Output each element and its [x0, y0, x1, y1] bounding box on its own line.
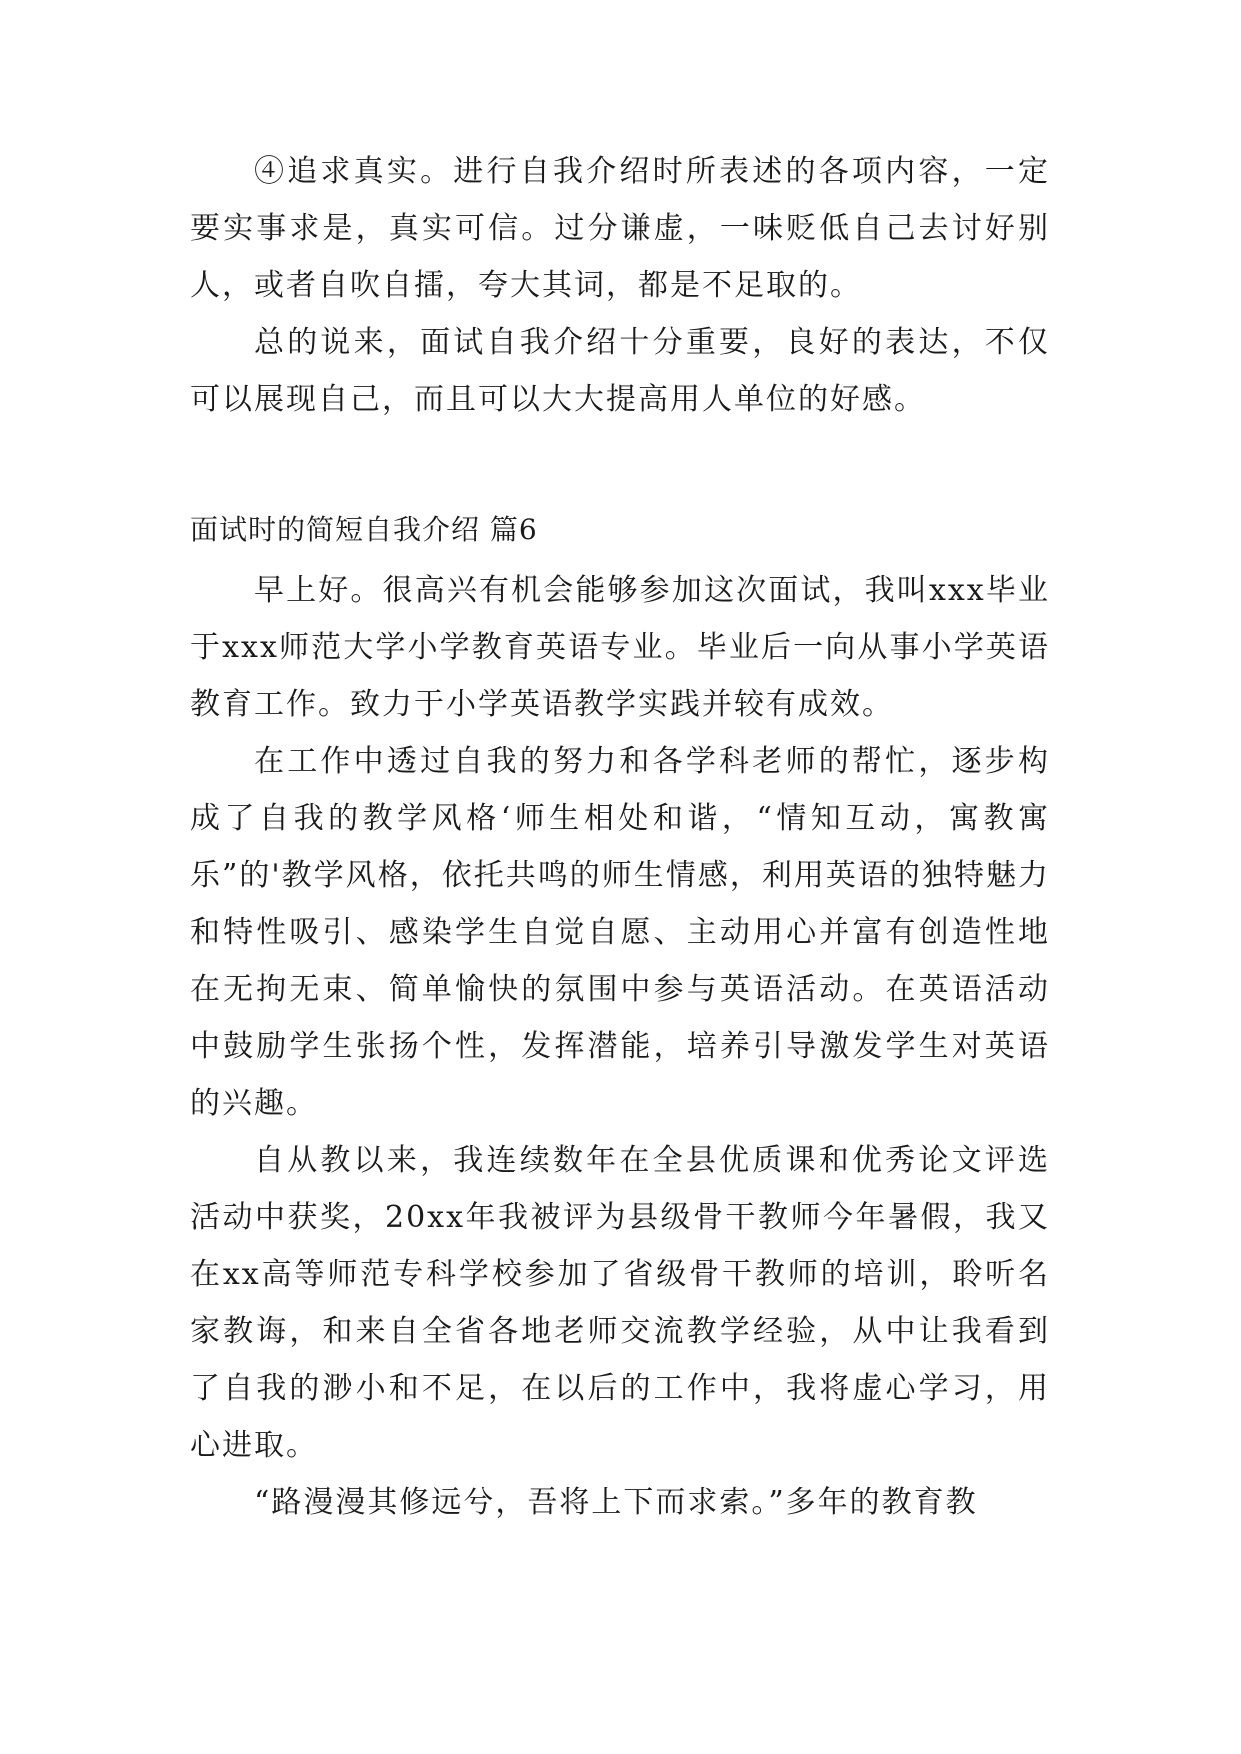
paragraph-truthfulness: ④追求真实。进行自我介绍时所表述的各项内容，一定要实事求是，真实可信。过分谦虚，一味贬低自己去讨好别人，或者自吹自擂，夸大其词，都是不足取的。: [190, 154, 1050, 303]
paragraph-summary: 总的说来，面试自我介绍十分重要，良好的表达，不仅可以展现自己，而且可以大大提高用人单位的好感。: [190, 325, 1050, 417]
paragraph-greeting: 早上好。很高兴有机会能够参加这次面试，我叫xxx毕业于xxx师范大学小学教育英语专业。毕业后一向从事小学英语教育工作。致力于小学英语教学实践并较有成效。: [190, 573, 1050, 722]
paragraph-quote: “路漫漫其修远兮，吾将上下而求索。”多年的教育教: [254, 1485, 978, 1520]
paragraph-teaching-style: 在工作中透过自我的努力和各学科老师的帮忙，逐步构成了自我的教学风格‘师生相处和谐，“情知互动，寓教寓乐”的'教学风格，依托共鸣的师生情感，利用英语的独特魅力和特性吸引、感染学生自觉自愿、主动用心并富有创造性地在无拘无束、简单愉快的氛围中参与英语活动。在英语活动中鼓励学生张扬个性，发挥潜能，培养引导激发学生对英语的兴趣。: [190, 744, 1050, 1121]
section-heading: 面试时的简短自我介绍 篇6: [190, 513, 538, 546]
section-text-block: [190, 562, 1050, 1531]
top-text-block: [190, 143, 1050, 428]
paragraph-achievements: 自从教以来，我连续数年在全县优质课和优秀论文评选活动中获奖，20xx年我被评为县级骨干教师今年暑假，我又在xx高等师范专科学校参加了省级骨干教师的培训，聆听名家教诲，和来自全省各地老师交流教学经验，从中让我看到了自我的渺小和不足，在以后的工作中，我将虚心学习，用心进取。: [190, 1143, 1050, 1463]
